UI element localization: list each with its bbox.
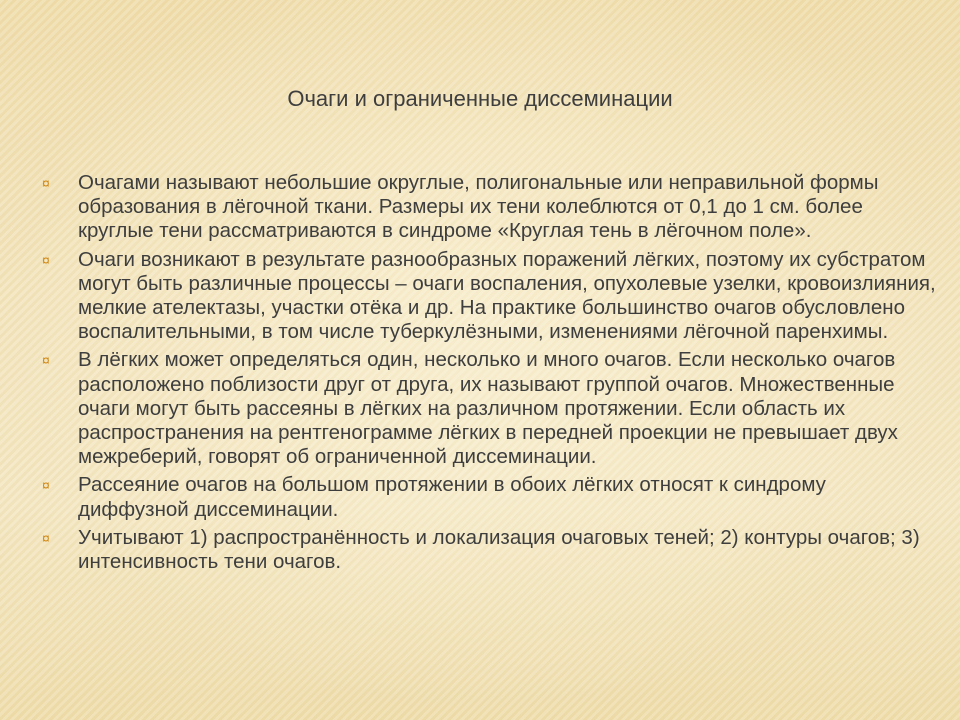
bullet-item bbox=[40, 171, 940, 244]
slide-title: Очаги и ограниченные диссеминации bbox=[287, 86, 673, 111]
bullet-icon: ¤ bbox=[42, 251, 50, 268]
bullet-item bbox=[40, 348, 940, 469]
bullet-icon: ¤ bbox=[42, 529, 50, 546]
bullet-text: Очагами называют небольшие округлые, полигональные или неправильной формы образования в лёгочной ткани. Размеры их тени колеблются от 0,1 до 1 см. более круглые тени рассматриваются в синдроме «Круглая тень в лёгочном поле». bbox=[78, 171, 879, 243]
bullet-text: Рассеяние очагов на большом протяжении в обоих лёгких относят к синдрому диффузной диссеминации. bbox=[78, 473, 826, 521]
bullet-item bbox=[40, 473, 940, 521]
bullet-text: В лёгких может определяться один, несколько и много очагов. Если несколько очагов расположено поблизости друг от друга, их называют группой очагов. Множественные очаги могут быть рассеяны в лёгких на различном протяжении. Если область их распространения на рентгенограмме лёгких в передней проекции не превышает двух межреберий, говорят об ограниченной диссеминации. bbox=[78, 348, 898, 469]
bullet-list bbox=[40, 171, 940, 578]
bullet-icon: ¤ bbox=[42, 175, 50, 191]
bullet-item bbox=[40, 248, 940, 345]
bullet-icon: ¤ bbox=[42, 477, 50, 494]
bullet-text: Учитывают 1) распространённость и локализация очаговых теней; 2) контуры очагов; 3) интенсивность тени очагов. bbox=[78, 525, 920, 574]
bullet-icon: ¤ bbox=[42, 352, 50, 369]
bullet-item bbox=[40, 526, 940, 574]
bullet-text: Очаги возникают в результате разнообразных поражений лёгких, поэтому их субстратом могут быть различные процессы – очаги воспаления, опухолевые узелки, кровоизлияния, мелкие ателектазы, участки отёка и др. На практике большинство очагов обусловлено воспалительными, в том числе туберкулёзными, изменениями лёгочной паренхимы. bbox=[78, 247, 936, 344]
